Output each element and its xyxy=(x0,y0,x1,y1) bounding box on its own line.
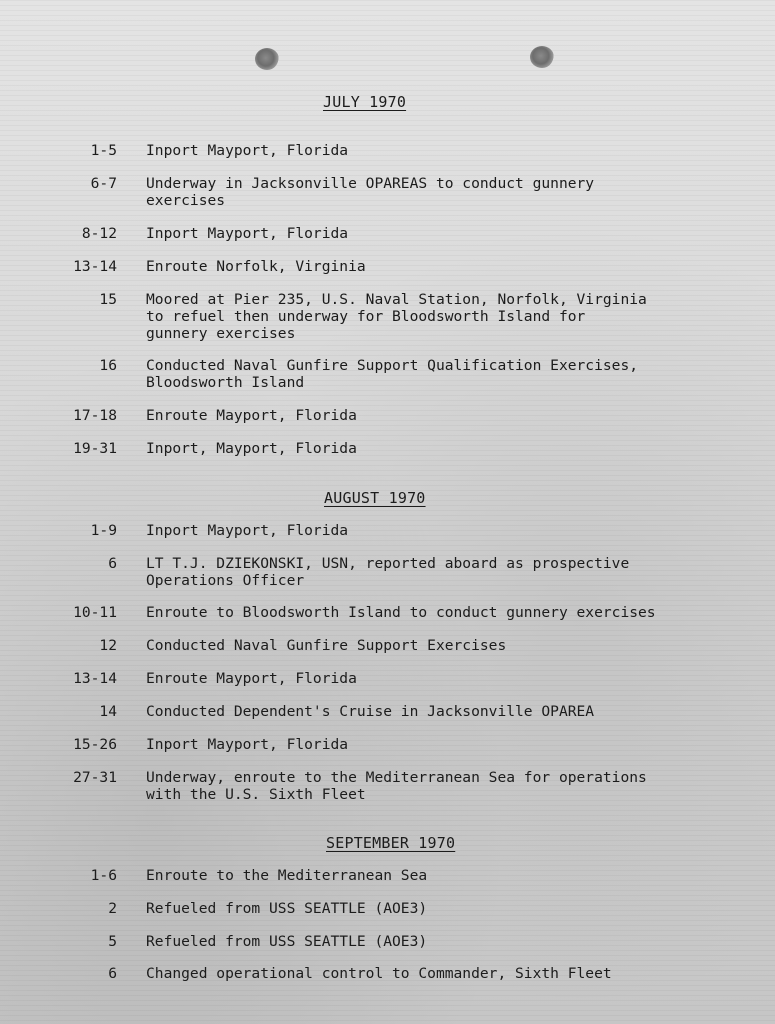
entry-date: 16 xyxy=(99,357,117,374)
entry-text: Conducted Dependent's Cruise in Jacksonville OPAREA xyxy=(146,703,595,720)
entry-text: Enroute Norfolk, Virginia xyxy=(146,258,366,275)
entry-text: Moored at Pier 235, U.S. Naval Station, Norfolk, Virginia to refuel then underway for Bloodsworth Island for gunnery exercises xyxy=(146,291,647,342)
punch-hole-right xyxy=(530,46,554,68)
section-heading-september: SEPTEMBER 1970 xyxy=(326,834,456,852)
entry-date: 13-14 xyxy=(73,258,117,275)
entry-date: 2 xyxy=(108,900,117,917)
entry-date: 19-31 xyxy=(73,440,117,457)
entry-text: Inport Mayport, Florida xyxy=(146,736,349,753)
entry-date: 6 xyxy=(108,965,117,982)
entry-date: 6 xyxy=(108,555,117,572)
entry-text: Refueled from USS SEATTLE (AOE3) xyxy=(146,900,428,917)
entry-date: 6-7 xyxy=(90,175,117,192)
punch-hole-left xyxy=(255,48,279,70)
entry-text: Conducted Naval Gunfire Support Qualification Exercises, Bloodsworth Island xyxy=(146,357,639,391)
entry-text: Inport Mayport, Florida xyxy=(146,522,349,539)
entry-text: Enroute to Bloodsworth Island to conduct gunnery exercises xyxy=(146,604,656,621)
entry-text: LT T.J. DZIEKONSKI, USN, reported aboard as prospective Operations Officer xyxy=(146,555,630,589)
entry-date: 8-12 xyxy=(81,225,117,242)
entry-date: 13-14 xyxy=(73,670,117,687)
entry-text: Inport Mayport, Florida xyxy=(146,225,349,242)
entry-date: 1-9 xyxy=(90,522,117,539)
entry-text: Changed operational control to Commander, Sixth Fleet xyxy=(146,965,612,982)
entry-text: Inport, Mayport, Florida xyxy=(146,440,357,457)
entry-text: Refueled from USS SEATTLE (AOE3) xyxy=(146,933,428,950)
entry-date: 27-31 xyxy=(73,769,117,786)
entry-date: 15-26 xyxy=(73,736,117,753)
entry-date: 10-11 xyxy=(73,604,117,621)
entry-text: Inport Mayport, Florida xyxy=(146,142,349,159)
entry-text: Enroute Mayport, Florida xyxy=(146,407,357,424)
entry-date: 15 xyxy=(99,291,117,308)
entry-text: Conducted Naval Gunfire Support Exercises xyxy=(146,637,507,654)
entry-text: Underway in Jacksonville OPAREAS to conduct gunnery exercises xyxy=(146,175,595,209)
section-heading-august: AUGUST 1970 xyxy=(324,489,426,507)
entry-date: 17-18 xyxy=(73,407,117,424)
entry-date: 12 xyxy=(99,637,117,654)
entry-text: Enroute Mayport, Florida xyxy=(146,670,357,687)
entry-date: 5 xyxy=(108,933,117,950)
section-heading-july: JULY 1970 xyxy=(323,93,407,111)
entry-date: 1-5 xyxy=(90,142,117,159)
entry-text: Underway, enroute to the Mediterranean Sea for operations with the U.S. Sixth Fleet xyxy=(146,769,647,803)
entry-date: 1-6 xyxy=(90,867,117,884)
entry-date: 14 xyxy=(99,703,117,720)
entry-text: Enroute to the Mediterranean Sea xyxy=(146,867,428,884)
